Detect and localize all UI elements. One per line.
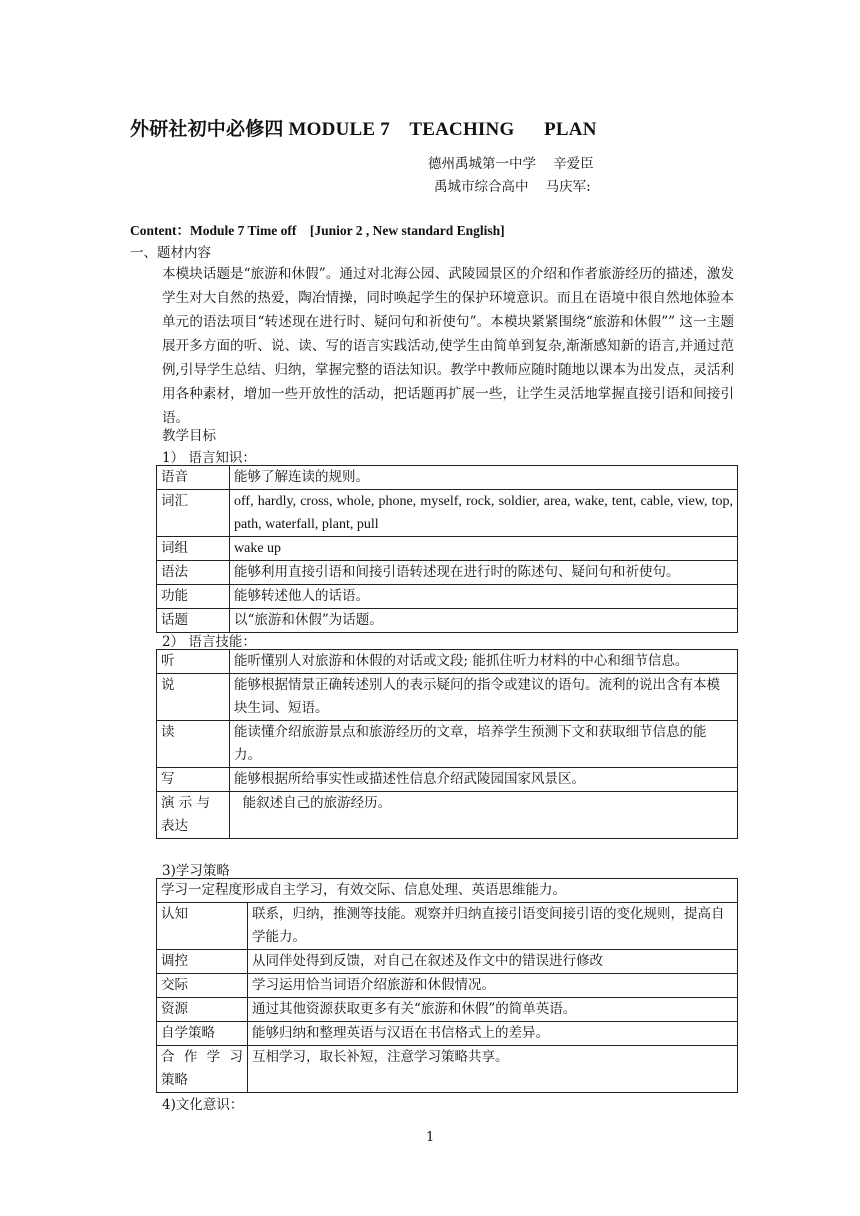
table-row bbox=[157, 950, 738, 974]
table-cell-value: 通过其他资源获取更多有关“旅游和休假”的简单英语。 bbox=[248, 998, 738, 1022]
table-cell-value: 能叙述自己的旅游经历。 bbox=[230, 792, 738, 839]
table-cell-key: 自学策略 bbox=[157, 1022, 248, 1046]
table-cell-key: 资源 bbox=[157, 998, 248, 1022]
topic-paragraph bbox=[162, 262, 734, 430]
table-cell-value: 能够归纳和整理英语与汉语在书信格式上的差异。 bbox=[248, 1022, 738, 1046]
table-row bbox=[157, 585, 738, 609]
table-row bbox=[157, 537, 738, 561]
content-line: Content：Module 7 Time off [Junior 2 , New standard English] bbox=[130, 223, 505, 238]
skills-table bbox=[156, 649, 738, 839]
section-heading-topic: 一、题材内容 bbox=[130, 245, 211, 261]
table-cell-value: 能读懂介绍旅游景点和旅游经历的文章，培养学生预测下文和获取细节信息的能力。 bbox=[230, 721, 738, 768]
strategy-label: 3)学习策略 bbox=[162, 863, 230, 879]
table-cell-value: 能听懂别人对旅游和休假的对话或文段; 能抓住听力材料的中心和细节信息。 bbox=[230, 650, 738, 674]
skills-label: 2） 语言技能： bbox=[162, 634, 256, 650]
table-cell-value: 互相学习，取长补短，注意学习策略共享。 bbox=[248, 1046, 738, 1093]
table-cell-value: 学习运用恰当词语介绍旅游和休假情况。 bbox=[248, 974, 738, 998]
table-cell-value: wake up bbox=[230, 537, 738, 561]
knowledge-label: 1） 语言知识： bbox=[162, 450, 256, 466]
table-cell-key: 语法 bbox=[157, 561, 230, 585]
table-row bbox=[157, 674, 738, 721]
document-title: 外研社初中必修四 MODULE 7 TEACHING PLAN bbox=[130, 119, 597, 140]
table-cell-key: 语音 bbox=[157, 466, 230, 490]
knowledge-table bbox=[156, 465, 738, 633]
author-line-2: 禹城市综合高中 马庆军: bbox=[434, 179, 591, 195]
table-row bbox=[157, 974, 738, 998]
table-cell-key: 词汇 bbox=[157, 490, 230, 537]
table-cell-key: 演 示 与 表达 bbox=[157, 792, 230, 839]
table-cell-value: 能够利用直接引语和间接引语转述现在进行时的陈述句、疑问句和祈使句。 bbox=[230, 561, 738, 585]
table-row bbox=[157, 879, 738, 903]
table-cell-value: 能够根据所给事实性或描述性信息介绍武陵园国家风景区。 bbox=[230, 768, 738, 792]
table-cell-value: 能够了解连读的规则。 bbox=[230, 466, 738, 490]
table-cell-key: 合 作 学 习 策略 bbox=[157, 1046, 248, 1093]
table-cell-value: 联系，归纳，推测等技能。观察并归纳直接引语变间接引语的变化规则，提高自学能力。 bbox=[248, 903, 738, 950]
strategy-intro-cell: 学习一定程度形成自主学习，有效交际、信息处理、英语思维能力。 bbox=[157, 879, 738, 903]
table-cell-key: 调控 bbox=[157, 950, 248, 974]
table-row bbox=[157, 1022, 738, 1046]
table-cell-key: 读 bbox=[157, 721, 230, 768]
page-number: 1 bbox=[426, 1130, 435, 1145]
table-row bbox=[157, 1046, 738, 1093]
table-row bbox=[157, 490, 738, 537]
table-cell-value: 从同伴处得到反馈，对自己在叙述及作文中的错误进行修改 bbox=[248, 950, 738, 974]
table-row bbox=[157, 998, 738, 1022]
culture-label: 4)文化意识： bbox=[162, 1097, 244, 1113]
table-cell-value: off, hardly, cross, whole, phone, myself, rock, soldier, area, wake, tent, cable, view, top, path, waterfall, plant, pull bbox=[230, 490, 738, 537]
table-row bbox=[157, 792, 738, 839]
table-cell-value: 以“旅游和休假”为话题。 bbox=[230, 609, 738, 633]
table-cell-key: 交际 bbox=[157, 974, 248, 998]
table-cell-key: 写 bbox=[157, 768, 230, 792]
table-row bbox=[157, 768, 738, 792]
table-cell-key: 认知 bbox=[157, 903, 248, 950]
table-cell-value: 能够转述他人的话语。 bbox=[230, 585, 738, 609]
table-row bbox=[157, 561, 738, 585]
table-cell-key: 词组 bbox=[157, 537, 230, 561]
table-row bbox=[157, 466, 738, 490]
topic-paragraph-text: 本模块话题是“旅游和休假”。通过对北海公园、武陵园景区的介绍和作者旅游经历的描述，激发学生对大自然的热爱，陶冶情操，同时唤起学生的保护环境意识。而且在语境中很自然地体验本单元的语法项目“转述现在进行时、疑问句和祈使句”。本模块紧紧围绕“旅游和休假”” 这一主题展开多方面的听、说、读、写的语言实践活动,使学生由简单到复杂,渐渐感知新的语言,并通过范例,引导学生总结、归纳，掌握完整的语法知识。教学中教师应随时随地以课本为出发点，灵活利用各种素材，增加一些开放性的活动，把话题再扩展一些，让学生灵活地掌握直接引语和间接引语。 bbox=[162, 266, 734, 426]
author-line-1: 德州禹城第一中学 辛爱臣 bbox=[428, 156, 594, 172]
strategy-table bbox=[156, 878, 738, 1093]
table-cell-key: 说 bbox=[157, 674, 230, 721]
table-row bbox=[157, 903, 738, 950]
table-row bbox=[157, 721, 738, 768]
table-row bbox=[157, 609, 738, 633]
table-cell-key: 听 bbox=[157, 650, 230, 674]
table-row bbox=[157, 650, 738, 674]
objectives-label: 教学目标 bbox=[162, 428, 216, 444]
table-cell-key: 话题 bbox=[157, 609, 230, 633]
table-cell-value: 能够根据情景正确转述别人的表示疑问的指令或建议的语句。流利的说出含有本模块生词、短语。 bbox=[230, 674, 738, 721]
table-cell-key: 功能 bbox=[157, 585, 230, 609]
